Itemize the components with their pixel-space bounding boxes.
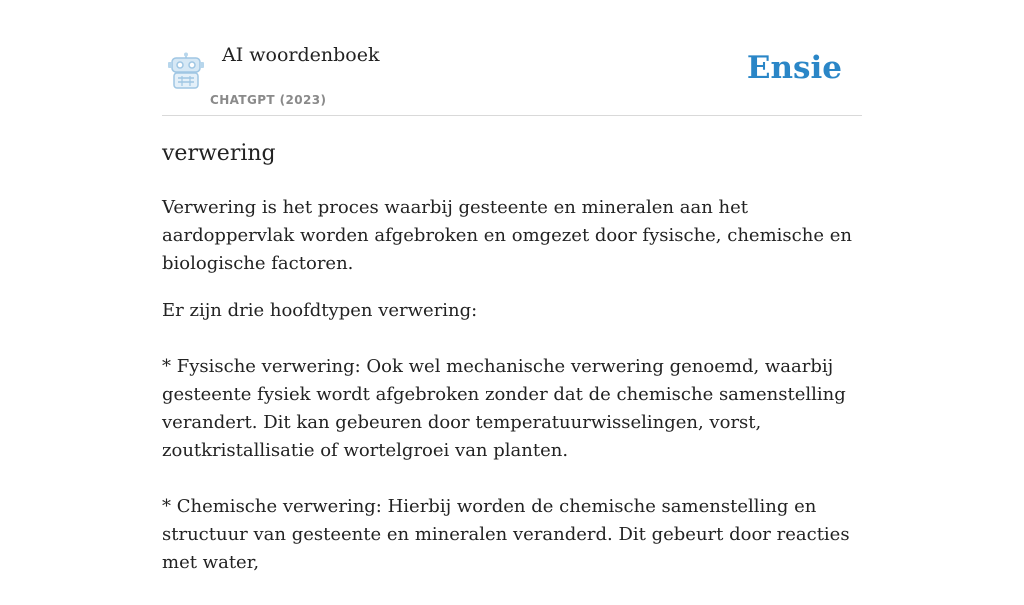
dictionary-name[interactable]: AI woordenboek xyxy=(222,44,380,66)
entry-definition: Verwering is het proces waarbij gesteente en mineralen aan het aardoppervlak worden afgebroken en omgezet door fysische, chemische en biologische factoren. xyxy=(162,197,852,274)
robot-icon xyxy=(166,52,206,90)
list-item: * Chemische verwering: Hierbij worden de chemische samenstelling en structuur van gesteente en mineralen veranderd. Dit gebeurt door reacties met water, xyxy=(162,496,850,573)
entry-content xyxy=(162,138,862,605)
entry-term: verwering xyxy=(162,141,276,166)
list-item: * Fysische verwering: Ook wel mechanische verwering genoemd, waarbij gesteente fysiek wordt afgebroken zonder dat de chemische samenstelling verandert. Dit kan gebeuren door temperatuurwisselingen, vorst, zoutkristallisatie of wortelgroei van planten. xyxy=(162,356,846,461)
source-label: CHATGPT (2023) xyxy=(210,93,327,107)
brand-logo[interactable]: Ensie xyxy=(746,50,842,86)
header xyxy=(162,0,862,116)
entry-intro: Er zijn drie hoofdtypen verwering: xyxy=(162,300,478,321)
